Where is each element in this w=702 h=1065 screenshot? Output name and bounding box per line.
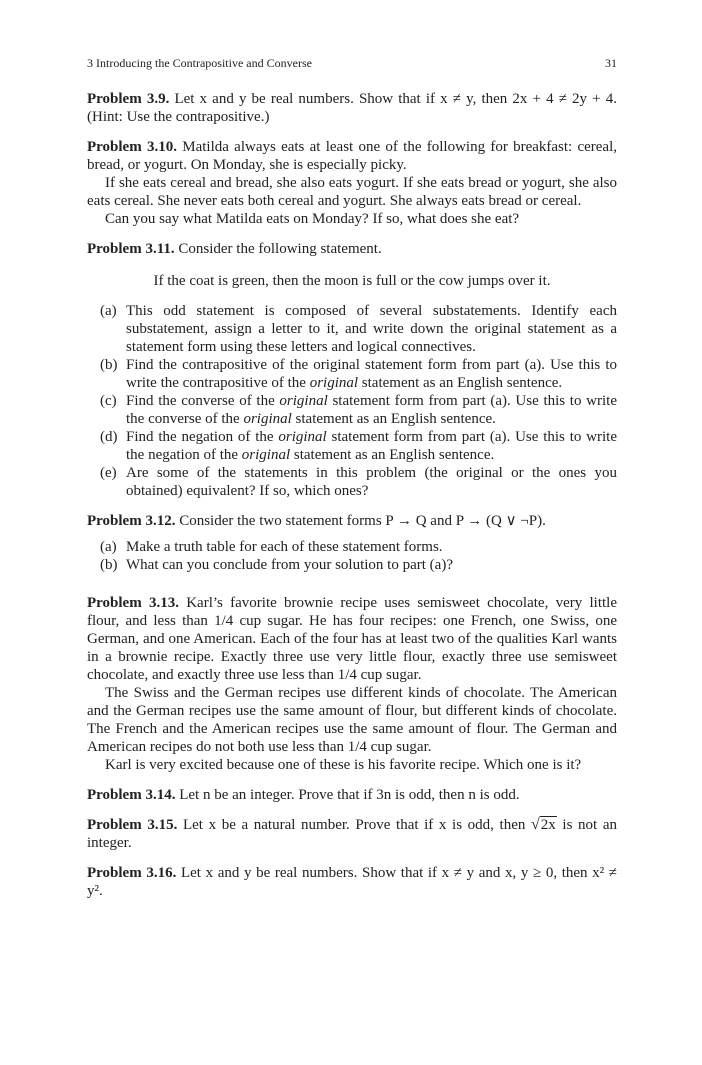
subproblem-label: (a) bbox=[100, 303, 117, 319]
problem-3-16 bbox=[87, 864, 617, 900]
text-run: statement form from part (a). Use this to write the converse of the bbox=[126, 393, 617, 427]
problem-3-9 bbox=[87, 90, 617, 126]
subproblem-d bbox=[100, 428, 617, 464]
emphasis: original bbox=[309, 375, 359, 391]
subproblem-text bbox=[126, 428, 617, 464]
subproblem-label: (e) bbox=[100, 465, 117, 481]
text-run: statement as an English sentence. bbox=[291, 411, 496, 427]
subproblem-c bbox=[100, 392, 617, 428]
problem-3-10 bbox=[87, 138, 617, 228]
problem-3-13 bbox=[87, 594, 617, 774]
radicand: 2x bbox=[540, 817, 556, 833]
problem-text: Let x and y be real numbers. Show that if x ≠ y and x, y ≥ 0, then x² ≠ y². bbox=[87, 865, 618, 899]
problem-label: Problem 3.16. bbox=[87, 865, 177, 881]
text-run: Find the converse of the bbox=[126, 393, 280, 409]
subproblem-label: (d) bbox=[100, 429, 118, 445]
text-run: statement as an English sentence. bbox=[290, 447, 495, 463]
subproblem-text bbox=[126, 356, 617, 392]
subproblem-label: (c) bbox=[100, 393, 117, 409]
text-run: Find the contrapositive of the original statement form from part (a). Use this to write the contrapositive of the bbox=[126, 357, 617, 391]
emphasis: original bbox=[278, 429, 327, 445]
subproblem-text: Are some of the statements in this problem (the original or the ones you obtained) equivalent? If so, which ones? bbox=[126, 465, 617, 499]
problem-paragraph: If she eats cereal and bread, she also eats yogurt. If she eats bread or yogurt, she also eats cereal. She never eats both cereal and yogurt. She always eats bread or cereal. bbox=[87, 175, 617, 209]
subproblem-text: Make a truth table for each of these statement forms. bbox=[126, 539, 443, 555]
problem-text: Karl’s favorite brownie recipe uses semisweet chocolate, very little flour, and less than 1/4 cup sugar. He has four recipes: one French, one Swiss, one German, and one American. Each of the four has at least two of the qualities Karl wants in a brownie recipe. Exactly three use very little flour, exactly three use semisweet chocolate, and exactly three use less than 1/4 cup sugar. bbox=[87, 595, 617, 683]
problem-text: Consider the following statement. bbox=[178, 241, 382, 257]
text-run: statement as an English sentence. bbox=[358, 375, 563, 391]
running-header bbox=[87, 56, 617, 70]
problem-label: Problem 3.15. bbox=[87, 817, 178, 833]
page-number: 31 bbox=[605, 56, 617, 70]
problem-text: Consider the two statement forms P → Q and P → (Q ∨ ¬P). bbox=[179, 513, 546, 529]
text-run: is not an integer. bbox=[87, 817, 617, 851]
subproblem-list bbox=[100, 302, 617, 500]
problem-text: Let n be an integer. Prove that if 3n is odd, then n is odd. bbox=[179, 787, 520, 803]
problem-paragraph: Karl is very excited because one of these is his favorite recipe. Which one is it? bbox=[105, 757, 582, 773]
subproblem-b bbox=[100, 356, 617, 392]
problem-label: Problem 3.14. bbox=[87, 787, 176, 803]
subproblem-e bbox=[100, 464, 617, 500]
problem-3-12 bbox=[87, 512, 617, 574]
problem-3-14 bbox=[87, 786, 617, 804]
subproblem-text bbox=[126, 392, 617, 428]
text-run: Let x be a natural number. Prove that if x is odd, then bbox=[182, 817, 532, 833]
problem-label: Problem 3.9. bbox=[87, 91, 170, 107]
problem-label: Problem 3.12. bbox=[87, 513, 176, 529]
subproblem-label: (a) bbox=[100, 539, 117, 555]
square-root bbox=[531, 817, 557, 833]
subproblem-a bbox=[100, 302, 617, 356]
emphasis: original bbox=[279, 393, 328, 409]
subproblem-label: (b) bbox=[100, 557, 118, 573]
subproblem-a bbox=[100, 538, 617, 556]
subproblem-list bbox=[100, 538, 617, 574]
subproblem-text: This odd statement is composed of several substatements. Identify each substatement, assign a letter to it, and write down the original statement as a statement form using these letters and logical connectives. bbox=[126, 303, 617, 355]
problem-text: Matilda always eats at least one of the following for breakfast: cereal, bread, or yogurt. On Monday, she is especially picky. bbox=[87, 139, 618, 173]
problem-3-15 bbox=[87, 816, 617, 852]
emphasis: original bbox=[241, 447, 291, 463]
problem-label: Problem 3.10. bbox=[87, 139, 177, 155]
subproblem-text: What can you conclude from your solution to part (a)? bbox=[126, 557, 453, 573]
radical-sign: √ bbox=[531, 816, 540, 833]
text-run: Find the negation of the bbox=[126, 429, 279, 445]
subproblem-b bbox=[100, 556, 617, 574]
displayed-statement: If the coat is green, then the moon is full or the cow jumps over it. bbox=[153, 273, 551, 289]
subproblem-label: (b) bbox=[100, 357, 118, 373]
problem-paragraph: The Swiss and the German recipes use different kinds of chocolate. The American and the German recipes use the same amount of flour, but different kinds of chocolate. The French and the American recipes use the same amount of flour. The German and American recipes do not both use less than 1/4 cup sugar. bbox=[87, 685, 617, 755]
problem-label: Problem 3.13. bbox=[87, 595, 179, 611]
emphasis: original bbox=[243, 411, 292, 427]
problem-text: Let x and y be real numbers. Show that if x ≠ y, then 2x + 4 ≠ 2y + 4. (Hint: Use the contrapositive.) bbox=[87, 91, 617, 125]
text-run: statement form from part (a). Use this to write the negation of the bbox=[126, 429, 617, 463]
problem-3-11 bbox=[87, 240, 617, 500]
chapter-title: 3 Introducing the Contrapositive and Converse bbox=[87, 56, 312, 70]
problem-label: Problem 3.11. bbox=[87, 241, 175, 257]
problem-paragraph: Can you say what Matilda eats on Monday? If so, what does she eat? bbox=[105, 211, 520, 227]
page bbox=[87, 56, 617, 912]
